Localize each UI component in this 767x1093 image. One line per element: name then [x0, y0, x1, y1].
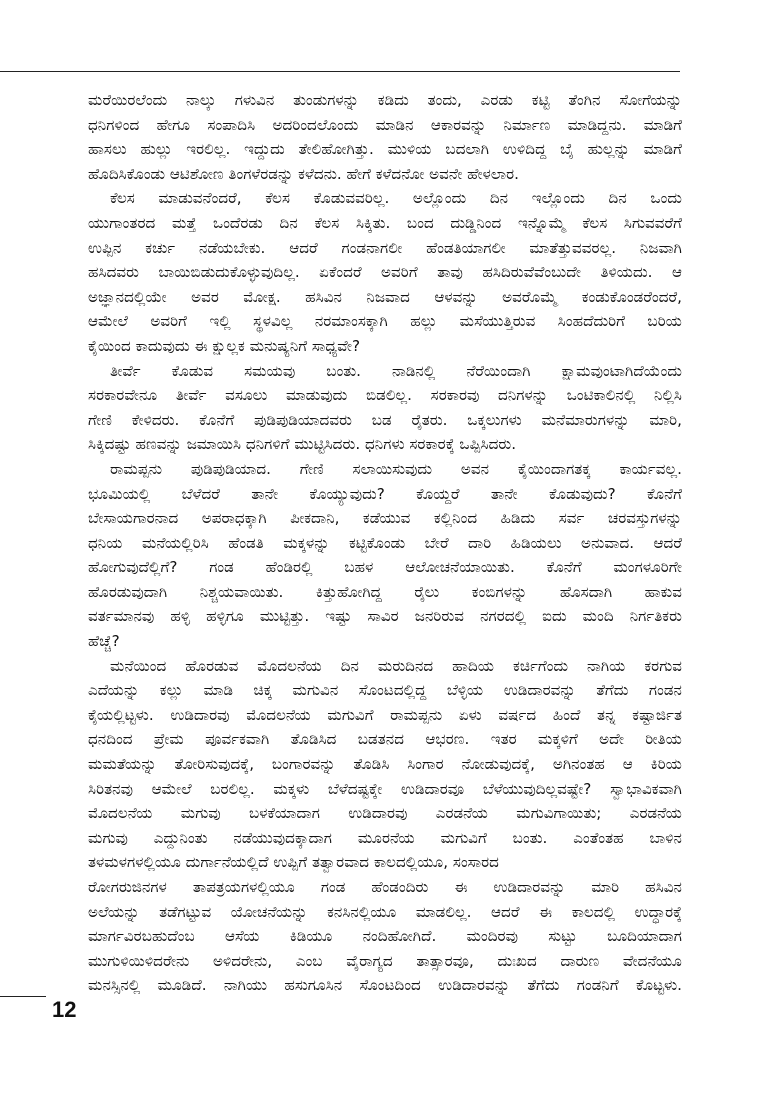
text-line: ಮಾರ್ಗವಿರಬಹುದೆಂಬ ಆಸೆಯ ಕಿಡಿಯೂ ನಂದಿಹೋಗಿದೆ. ಮಂದಿರವು ಸುಟ್ಟು ಬೂದಿಯಾದಾಗ — [88, 927, 682, 946]
text-line: ರಾಮಪ್ಪನು ಪುಡಿಪುಡಿಯಾದ. ಗೇಣಿ ಸಲಾಯಿಸುವುದು ಅವನ ಕೈಯಿಂದಾಗತಕ್ಕ ಕಾರ್ಯವಲ್ಲ. — [110, 459, 682, 478]
text-line: ಕೆಲಸ ಮಾಡುವನೆಂದರೆ, ಕೆಲಸ ಕೊಡುವವರಿಲ್ಲ. ಅಲ್ಲೊಂದು ದಿನ ಇಲ್ಲೊಂದು ದಿನ ಒಂದು — [110, 189, 682, 208]
text-line: ರೋಗರುಜಿನಗಳ ತಾಪತ್ರಯಗಳಲ್ಲಿಯೂ ಗಂಡ ಹೆಂಡಂದಿರು ಈ ಉಡಿದಾರವನ್ನು ಮಾರಿ ಹಸಿವಿನ — [88, 878, 682, 896]
text-line: ಹಸಿದವರು ಬಾಯಿಬಿಡುದುಕೊಳ್ಳುವುದಿಲ್ಲ. ಏಕೆಂದರೆ ಅವರಿಗೆ ತಾವು ಹಸಿದಿರುವೆವೆಂಬುದೇ ತಿಳಿಯದು. ಆ — [88, 263, 682, 282]
text-line: ಹೊದಿಸಿಕೊಂಡು ಆಟಿಶೋಣ ತಿಂಗಳೆರಡನ್ನು ಕಳೆದನು. ಹೇಗೆ ಕಳೆದನೋ ಅವನೇ ಹೇಳಲಾರ. — [88, 164, 519, 183]
header-rule — [0, 71, 680, 72]
text-line: ಆಮೇಲೆ ಅವರಿಗೆ ಇಲ್ಲಿ ಸ್ಥಳವಿಲ್ಲ ನರಮಾಂಸಕ್ಕಾಗಿ ಹಲ್ಲು ಮಸೆಯುತ್ತಿರುವ ಸಿಂಹದೆದುರಿಗೆ ಬರಿಯ — [88, 312, 682, 331]
text-line: ಅಲೆಯನ್ನು ತಡೆಗಟ್ಟುವ ಯೋಚನೆಯನ್ನು ಕನಸಿನಲ್ಲಿಯೂ ಮಾಡಲಿಲ್ಲ. ಆದರೆ ಈ ಕಾಲದಲ್ಲಿ ಉದ್ಧಾರಕ್ಕೆ — [88, 902, 682, 921]
text-line: ತಳಮಳಗಳಲ್ಲಿಯೂ ದುರ್ಗಾನೆಯಲ್ಲಿದೆ ಉಪ್ಪಿಗೆ ತತ್ವಾರವಾದ ಕಾಲದಲ್ಲಿಯೂ, ಸಂಸಾರದ — [88, 853, 499, 872]
text-line: ಕೈಯಲ್ಲಿಟ್ಟಳು. ಉಡಿದಾರವು ಮೊದಲನೆಯ ಮಗುವಿಗೆ ರಾಮಪ್ಪನು ಏಳು ವರ್ಷದ ಹಿಂದೆ ತನ್ನ ಕಷ್ಟಾರ್ಜಿತ — [88, 705, 682, 724]
text-line: ಸಿಕ್ಕಿದಷ್ಟು ಹಣವನ್ನು ಜಮಾಯಿಸಿ ಧನಿಗಳಿಗೆ ಮುಟ್ಟಿಸಿದರು. ಧನಿಗಳು ಸರಕಾರಕ್ಕೆ ಒಪ್ಪಿಸಿದರು. — [88, 435, 517, 454]
text-line: ಮನಸ್ಸಿನಲ್ಲಿ ಮೂಡಿದೆ. ನಾಗಿಯು ಹಸುಗೂಸಿನ ಸೊಂಟದಿಂದ ಉಡಿದಾರವನ್ನು ತೆಗೆದು ಗಂಡನಿಗೆ ಕೊಟ್ಟಳು. — [88, 976, 682, 995]
text-line: ತೀರ್ವೆ ಕೊಡುವ ಸಮಯವು ಬಂತು. ನಾಡಿನಲ್ಲಿ ನೆರೆಯಿಂದಾಗಿ ಕ್ಷಾಮವುಂಟಾಗಿದೆಯೆಂದು — [110, 361, 682, 380]
text-line: ಬೇಸಾಯಗಾರನಾದ ಅಪರಾಧಕ್ಕಾಗಿ ಪೀಕದಾನಿ, ಕಡೆಯುವ ಕಲ್ಲಿನಿಂದ ಹಿಡಿದು ಸರ್ವ ಚರವಸ್ತುಗಳನ್ನು — [88, 509, 682, 528]
footer-rule — [0, 996, 46, 997]
body-text — [88, 88, 682, 998]
text-line: ಭೂಮಿಯಲ್ಲಿ ಬೆಳೆದರೆ ತಾನೇ ಕೊಯ್ಯುವುದು? ಕೊಯ್ದರೆ ತಾನೇ ಕೊಡುವುದು? ಕೊನೆಗೆ — [88, 484, 682, 503]
text-line: ಧನಿಯ ಮನೆಯಲ್ಲಿರಿಸಿ ಹೆಂಡತಿ ಮಕ್ಕಳನ್ನು ಕಟ್ಟಿಕೊಂಡು ಬೇರೆ ದಾರಿ ಹಿಡಿಯಲು ಅನುವಾದ. ಆದರೆ — [88, 533, 682, 552]
page-number: 12 — [52, 997, 77, 1022]
text-line: ಅಜ್ಞಾನದಲ್ಲಿಯೇ ಅವರ ಮೋಕ್ಷ. ಹಸಿವಿನ ನಿಜವಾದ ಆಳವನ್ನು ಅವರೊಮ್ಮೆ ಕಂಡುಕೊಂಡರೆಂದರೆ, — [88, 287, 682, 306]
text-line: ಹೋಗುವುದೆಲ್ಲಿಗೆ? ಗಂಡ ಹೆಂಡಿರಲ್ಲಿ ಬಹಳ ಆಲೋಚನೆಯಾಯಿತು. ಕೊನೆಗೆ ಮಂಗಳೂರಿಗೇ — [88, 558, 682, 577]
text-line: ಮರೆಯಿರಲೆಂದು ನಾಲ್ಕು ಗಳುವಿನ ತುಂಡುಗಳನ್ನು ಕಡಿದು ತಂದು, ಎರಡು ಕಟ್ಟಿ ತೆಂಗಿನ ಸೋಗೆಯನ್ನು — [88, 91, 682, 109]
text-line: ಗೇಣಿ ಕೇಳಿದರು. ಕೊನೆಗೆ ಪುಡಿಪುಡಿಯಾದವರು ಬಡ ರೈತರು. ಒಕ್ಕಲುಗಳು ಮನೆಮಾರುಗಳನ್ನು ಮಾರಿ, — [88, 410, 682, 429]
text-line: ಕೈಯಿಂದ ಕಾದುವುದು ಈ ಕ್ಷುಲ್ಲಕ ಮನುಷ್ಯನಿಗೆ ಸಾಧ್ಯವೇ? — [88, 336, 361, 355]
text-line: ವರ್ತಮಾನವು ಹಳ್ಳಿ ಹಳ್ಳಿಗೂ ಮುಟ್ಟಿತ್ತು. ಇಷ್ಟು ಸಾವಿರ ಜನರಿರುವ ನಗರದಲ್ಲಿ ಐದು ಮಂದಿ ನಿರ್ಗತಿಕರು — [88, 607, 682, 626]
text-line: ಮನೆಯಿಂದ ಹೊರಡುವ ಮೊದಲನೆಯ ದಿನ ಮರುದಿನದ ಹಾದಿಯ ಕರ್ಚಿಗೆಂದು ನಾಗಿಯ ಕರಗುವ — [110, 656, 682, 675]
text-line: ಮುಗುಳಿಯಿಳಿದರೇನು ಅಳಿದರೇನು, ಎಂಬ ವೈರಾಗ್ಯದ ತಾತ್ಸಾರವೂ, ದುಃಖದ ದಾರುಣ ವೇದನೆಯೂ — [88, 951, 682, 970]
text-line: ಸರಕಾರವೇನೂ ತೀರ್ವೆ ವಸೂಲು ಮಾಡುವುದು ಬಿಡಲಿಲ್ಲ. ಸರಕಾರವು ದನಿಗಳನ್ನು ಒಂಟಿಕಾಲಿನಲ್ಲಿ ನಿಲ್ಲಿಸಿ — [88, 386, 682, 405]
text-line: ಮಮತೆಯನ್ನು ತೋರಿಸುವುದಕ್ಕೆ, ಬಂಗಾರವನ್ನು ತೊಡಿಸಿ ಸಿಂಗಾರ ನೋಡುವುದಕ್ಕೆ, ಅಗಿನಂತಹ ಆ ಕಿರಿಯ — [88, 755, 682, 774]
text-line: ಯುಗಾಂತರದ ಮತ್ತೆ ಒಂದೆರಡು ದಿನ ಕೆಲಸ ಸಿಕ್ಕಿತು. ಬಂದ ದುಡ್ಡಿನಿಂದ ಇನ್ನೊಮ್ಮೆ ಕೆಲಸ ಸಿಗುವವರೆಗೆ — [88, 213, 682, 232]
text-line: ಮೊದಲನೆಯ ಮಗುವು ಬಳಕೆಯಾದಾಗ ಉಡಿದಾರವು ಎರಡನೆಯ ಮಗುವಿಗಾಯಿತು; ಎರಡನೆಯ — [88, 804, 682, 823]
text-line: ಹಾಸಲು ಹುಲ್ಲು ಇರಲಿಲ್ಲ. ಇದ್ದುದು ತೇಲಿಹೋಗಿತ್ತು. ಮುಳಿಯ ಬದಲಾಗಿ ಉಳಿದಿದ್ದ ಬೈ ಹುಲ್ಲನ್ನು ಮಾಡಿಗೆ — [88, 140, 682, 159]
text-line: ಹೆಚ್ಚೆ? — [88, 632, 120, 651]
text-line: ಸಿರಿತನವು ಆಮೇಲೆ ಬರಲಿಲ್ಲ. ಮಕ್ಕಳು ಬೆಳೆದಷ್ಟಕ್ಕೇ ಉಡಿದಾರವೂ ಬೆಳೆಯುವುದಿಲ್ಲವಷ್ಟೇ? ಸ್ವಾಭಾವಿಕವಾಗಿ — [88, 779, 682, 798]
text-line: ಉಪ್ಪಿನ ಕರ್ಚು ನಡೆಯಬೇಕು. ಆದರೆ ಗಂಡನಾಗಲೀ ಹೆಂಡತಿಯಾಗಲೀ ಮಾತೆತ್ತುವವರಲ್ಲ. ನಿಜವಾಗಿ — [88, 238, 682, 257]
text-line: ಧನದಿಂದ ಪ್ರೇಮ ಪೂರ್ವಕವಾಗಿ ತೊಡಿಸಿದ ಬಡತನದ ಆಭರಣ. ಇತರ ಮಕ್ಕಳಿಗೆ ಅದೇ ರೀತಿಯ — [88, 730, 682, 749]
text-line: ಧನಿಗಳಿಂದ ಹೇಗೂ ಸಂಪಾದಿಸಿ ಅದರಿಂದಲೊಂದು ಮಾಡಿನ ಆಕಾರವನ್ನು ನಿರ್ಮಾಣ ಮಾಡಿದ್ದನು. ಮಾಡಿಗೆ — [88, 115, 682, 134]
text-line: ಮಗುವು ಎದ್ದುನಿಂತು ನಡೆಯುವುದಕ್ಕಾದಾಗ ಮೂರನೆಯ ಮಗುವಿಗೆ ಬಂತು. ಎಂತೆಂತಹ ಬಾಳಿನ — [88, 828, 682, 847]
text-line: ಹೊರಡುವುದಾಗಿ ನಿಶ್ಚಯವಾಯಿತು. ಕಿತ್ತುಹೋಗಿದ್ದ ರೈಲು ಕಂಬಿಗಳನ್ನು ಹೊಸದಾಗಿ ಹಾಕುವ — [88, 582, 682, 601]
text-line: ಎದೆಯನ್ನು ಕಲ್ಲು ಮಾಡಿ ಚಿಕ್ಕ ಮಗುವಿನ ಸೊಂಟದಲ್ಲಿದ್ದ ಬೆಳ್ಳಿಯ ಉಡಿದಾರವನ್ನು ತೆಗೆದು ಗಂಡನ — [88, 681, 682, 700]
